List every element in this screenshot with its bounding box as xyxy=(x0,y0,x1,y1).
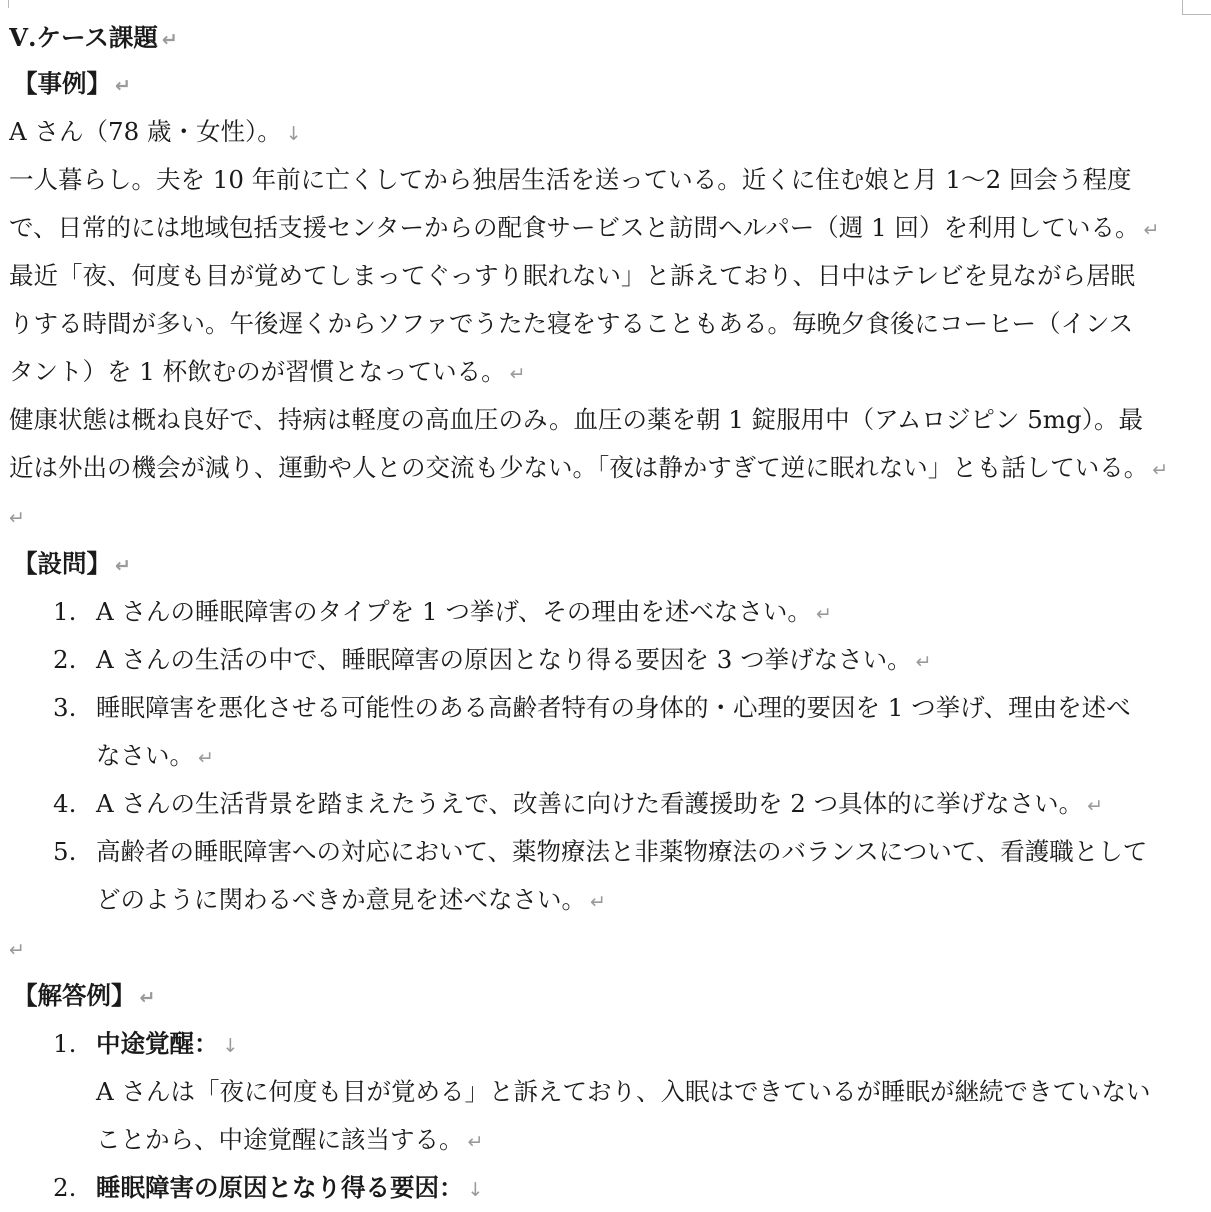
case-paragraph-2-line-1: 最近「夜、何度も目が覚めてしまってぐっすり眠れない」と訴えており、日中はテレビを見ながら居眠 xyxy=(9,261,1136,290)
paragraph-mark-icon: ↵ xyxy=(815,603,832,625)
question-item-continuation: なさい。 ↵ xyxy=(96,741,214,770)
answer-item-body: ことから、中途覚醒に該当する。 ↵ xyxy=(96,1125,484,1154)
paragraph-mark-icon: ↵ xyxy=(115,75,131,97)
paragraph-mark-icon: ↵ xyxy=(467,1131,484,1153)
question-item: 1. A さんの睡眠障害のタイプを 1 つ挙げ、その理由を述べなさい。 ↵ xyxy=(53,597,832,626)
paragraph-mark-icon: ↵ xyxy=(9,507,25,529)
paragraph-mark-icon: ↵ xyxy=(161,29,178,51)
case-paragraph-3-line-1: 健康状態は概ね良好で、持病は軽度の高血圧のみ。血圧の薬を朝 1 錠服用中（アムロジピン 5mg）。最 xyxy=(9,405,1143,434)
case-paragraph-1-line-2: で、日常的には地域包括支援センターからの配食サービスと訪問ヘルパー（週 1 回）を利用している。 ↵ xyxy=(9,213,1160,242)
paragraph-mark-icon: ↵ xyxy=(509,363,526,385)
questions-heading: 【設問】 ↵ xyxy=(13,549,131,578)
document-page xyxy=(9,16,1186,1212)
paragraph-mark-icon: ↵ xyxy=(590,891,606,913)
empty-paragraph xyxy=(9,924,1186,972)
paragraph-mark-icon: ↵ xyxy=(915,651,932,673)
paragraph-mark-icon: ↵ xyxy=(139,987,156,1009)
paragraph-mark-icon: ↵ xyxy=(9,939,25,961)
case-paragraph-1-line-1: 一人暮らし。夫を 10 年前に亡くしてから独居生活を送っている。近くに住む娘と月 1〜2 回会う程度 xyxy=(9,165,1132,194)
line-break-mark-icon: ↓ xyxy=(467,1179,484,1201)
case-person: A さん（78 歳・女性）。 ↓ xyxy=(9,117,302,146)
question-item: 3. 睡眠障害を悪化させる可能性のある高齢者特有の身体的・心理的要因を 1 つ挙げ、理由を述べ xyxy=(53,693,1131,722)
paragraph-mark-icon: ↵ xyxy=(1152,459,1169,481)
line-break-mark-icon: ↓ xyxy=(285,123,302,145)
answer-item: 1. 中途覚醒： ↓ xyxy=(53,1029,239,1058)
empty-paragraph xyxy=(9,492,1186,540)
case-paragraph-3-line-2: 近は外出の機会が減り、運動や人との交流も少ない。「夜は静かすぎて逆に眠れない」とも話している。 ↵ xyxy=(9,453,1169,482)
case-heading: 【事例】 ↵ xyxy=(13,69,131,98)
case-paragraph-2-line-2: りする時間が多い。午後遅くからソファでうたた寝をすることもある。毎晩夕食後にコーヒー（インス xyxy=(9,309,1134,338)
case-paragraph-2-line-3: タント）を 1 杯飲むのが習慣となっている。 ↵ xyxy=(9,357,526,386)
question-item: 5. 高齢者の睡眠障害への対応において、薬物療法と非薬物療法のバランスについて、看護職として xyxy=(53,837,1148,866)
paragraph-mark-icon: ↵ xyxy=(115,555,131,577)
line-break-mark-icon: ↓ xyxy=(222,1035,239,1057)
question-item: 2. A さんの生活の中で、睡眠障害の原因となり得る要因を 3 つ挙げなさい。 ↵ xyxy=(53,645,932,674)
paragraph-mark-icon: ↵ xyxy=(1143,219,1160,241)
page-corner-mark-right xyxy=(1182,0,1211,15)
question-item: 4. A さんの生活背景を踏まえたうえで、改善に向けた看護援助を 2 つ具体的に挙げなさい。 ↵ xyxy=(53,789,1104,818)
answers-heading: 【解答例】 ↵ xyxy=(13,981,156,1010)
question-item-continuation: どのように関わるべきか意見を述べなさい。 ↵ xyxy=(96,885,606,914)
paragraph-mark-icon: ↵ xyxy=(1087,795,1104,817)
section-title: Ⅴ.ケース課題 ↵ xyxy=(9,23,178,52)
page-corner-mark-left xyxy=(0,0,9,8)
paragraph-mark-icon: ↵ xyxy=(198,747,214,769)
answer-item-body: A さんは「夜に何度も目が覚める」と訴えており、入眠はできているが睡眠が継続できていない xyxy=(96,1077,1151,1106)
answer-item: 2. 睡眠障害の原因となり得る要因： ↓ xyxy=(53,1173,484,1202)
